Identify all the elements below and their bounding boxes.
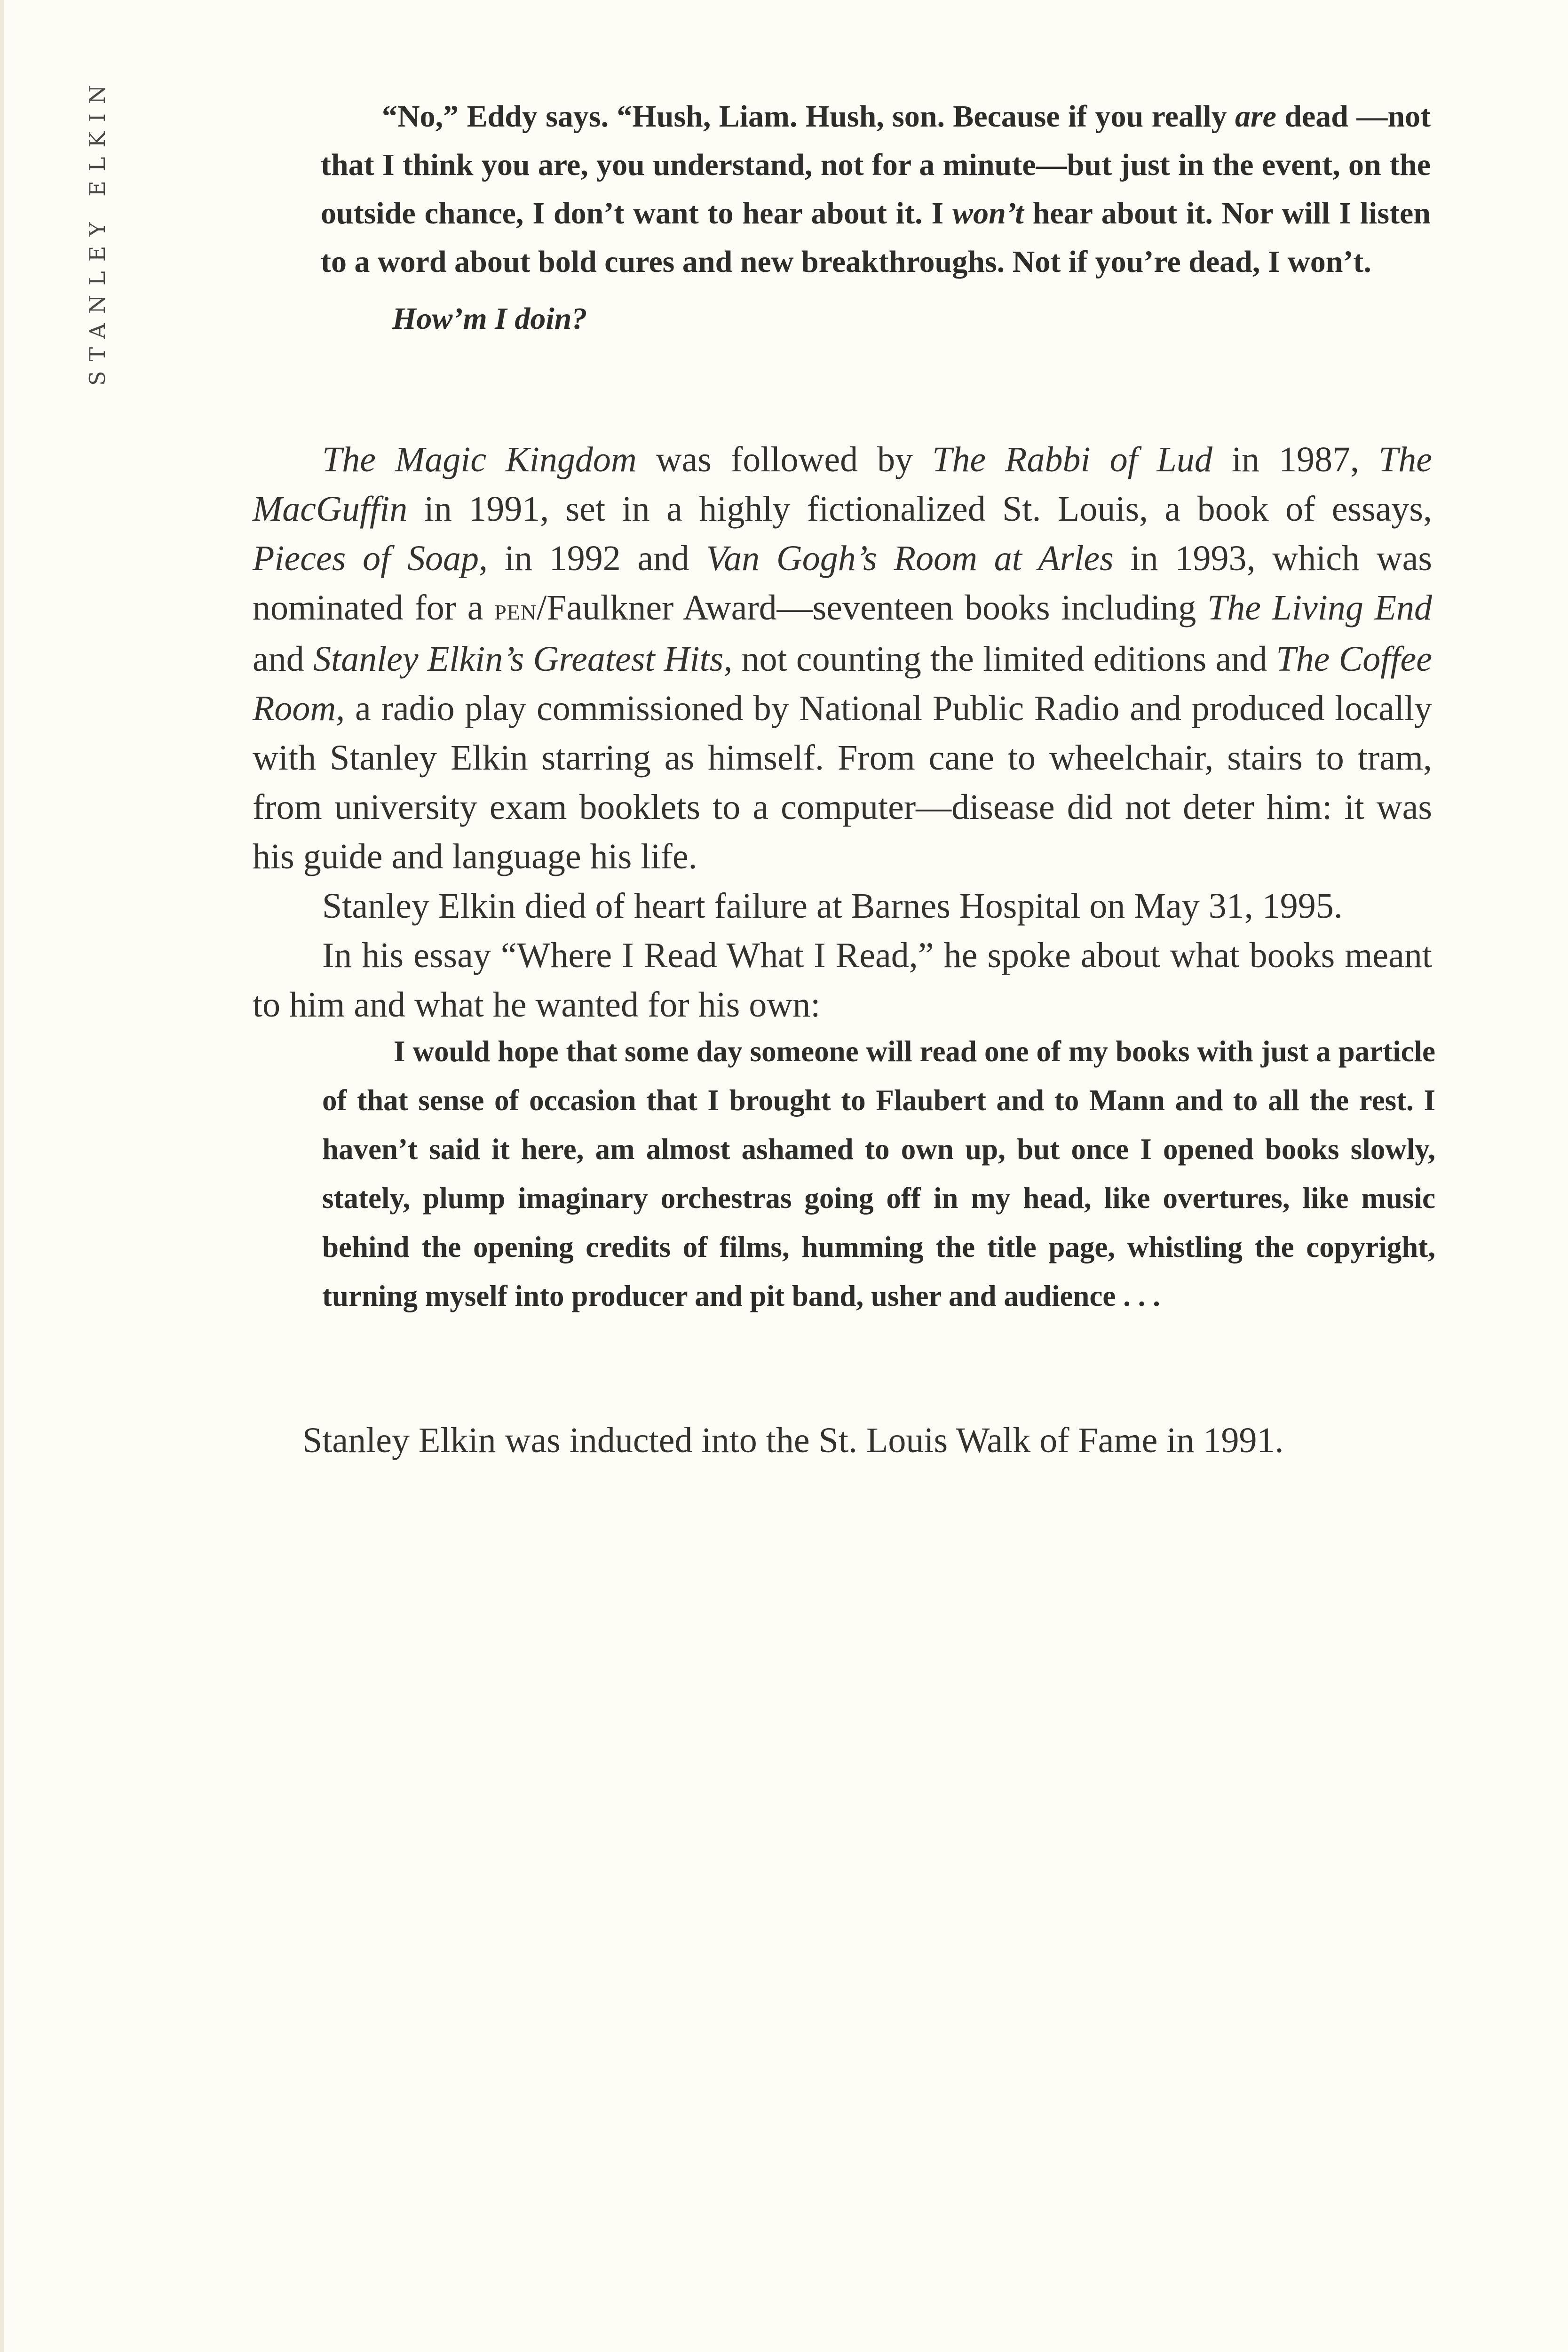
body-text: in 1991, set in a highly fictionalized St. Louis, a book of essays, [407, 489, 1432, 529]
book-title-ref: Stanley Elkin’s Greatest Hits, [313, 639, 733, 679]
excerpt-paragraph [321, 92, 1431, 286]
excerpt-text: hear about it. Nor will I listen to a word about bold cures and new breakthroughs. Not if you’re dead, I won’t. [321, 196, 1431, 279]
body-text: was followed by [636, 440, 933, 479]
excerpt-emphasis: are [1235, 99, 1276, 134]
excerpt-emphasis: won’t [952, 196, 1024, 230]
excerpt-coda: How’m I doin? [392, 302, 587, 336]
closing-line: Stanley Elkin was inducted into the St. Louis Walk of Fame in 1991. [302, 1421, 1284, 1460]
block-quote-text: I would hope that some day someone will read one of my books with just a particle of that sense of occasion that I brought to Flaubert and to Mann and to all the rest. I haven’t said it here, am almost ashamed to own up, but once I opened books slowly, stately, plump imaginary orchestras going off in my head, like overtures, like music behind the opening credits of films, humming the title page, whistling the copyright, turning myself into producer and pit band, usher and audience . . . [322, 1035, 1435, 1312]
page-binding-edge [0, 0, 4, 2352]
book-title-ref: The Living End [1207, 588, 1432, 628]
body-paragraph: Stanley Elkin died of heart failure at Barnes Hospital on May 31, 1995. [322, 886, 1343, 926]
body-text: a radio play commissioned by National Public Radio and produced locally with Stanley Elkin starring as himself. From cane to wheelchair, stairs to tram, from university exam booklets to a computer—disease did not deter him: it was his guide and language his life. [253, 689, 1432, 876]
book-title-ref: The Magic Kingdom [322, 440, 637, 479]
body-text: in 1993, which was nominated for a [253, 539, 1432, 628]
book-title-ref: The Coffee Room, [253, 639, 1432, 728]
book-title-ref: The Rabbi of Lud [932, 440, 1212, 479]
book-title-ref: The MacGuffin [253, 440, 1432, 529]
block-quote [322, 1027, 1435, 1320]
pen-smallcaps: pen [494, 593, 537, 627]
body-text: and [253, 639, 313, 679]
excerpt-block [321, 92, 1431, 343]
body-paragraph [253, 435, 1432, 882]
body-text: /Faulkner Award—seventeen books including [537, 588, 1207, 628]
excerpt-text: “No,” Eddy says. “Hush, Liam. Hush, son. Because if you really [382, 99, 1235, 134]
excerpt-text: dead —not that I think you are, you understand, not for a minute—but just in the event, on the outside chance, I don’t want to hear about it. I [321, 99, 1431, 230]
body-paragraph: In his essay “Where I Read What I Read,” he spoke about what books meant to him and what he wanted for his own: [253, 936, 1432, 1025]
body-text: not counting the limited editions and [732, 639, 1276, 679]
body-text: in 1987, [1212, 440, 1378, 479]
book-title-ref: Pieces of Soap, [253, 539, 488, 578]
running-head: STANLEY ELKIN [85, 75, 110, 386]
body-text: in 1992 and [488, 539, 706, 578]
main-body [253, 435, 1432, 1030]
book-title-ref: Van Gogh’s Room at Arles [706, 539, 1114, 578]
